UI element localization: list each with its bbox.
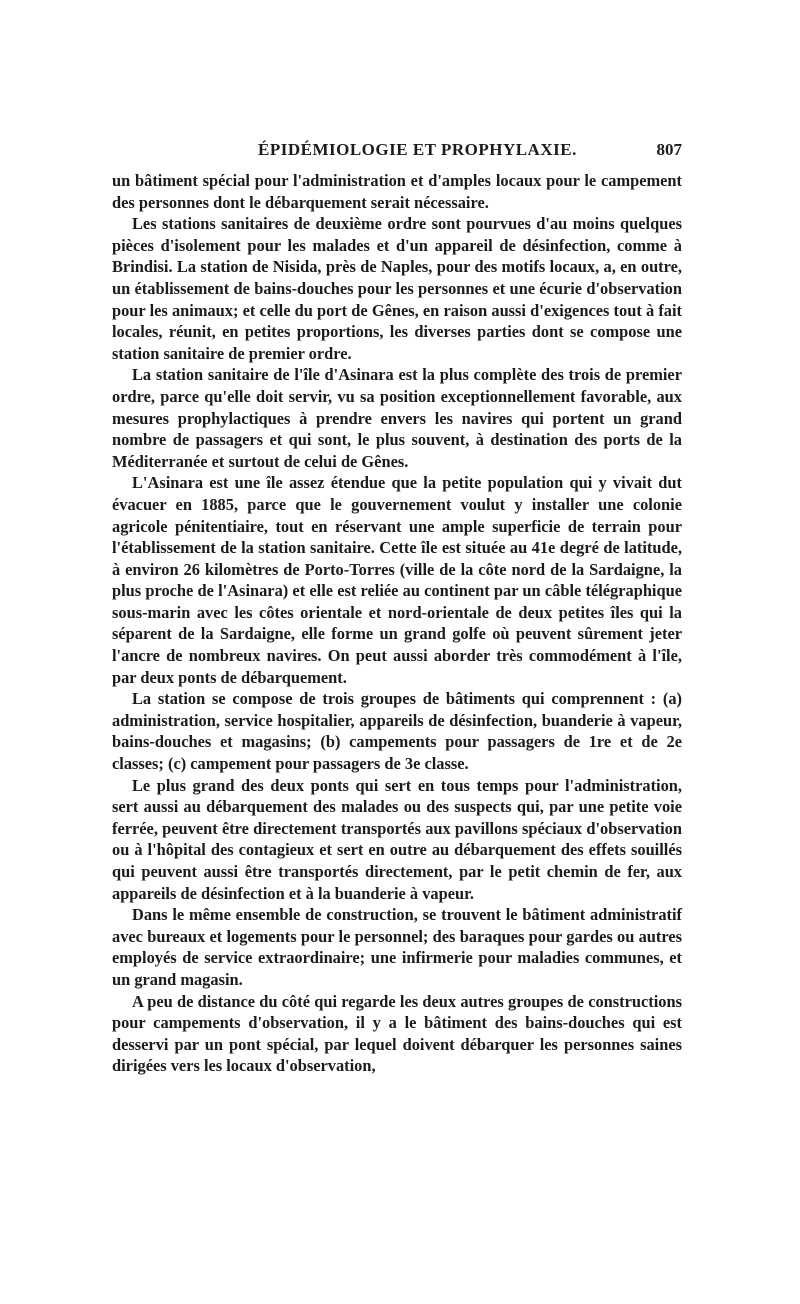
paragraph: L'Asinara est une île assez étendue que la petite population qui y vivait dut évacuer en 1885, parce que le gouvernement voulut y installer une colonie agricole pénitentiaire, tout en réservant une ample superficie de terrain pour l'établissement de la station sanitaire. Cette île est située au 41e degré de latitude, à environ 26 kilomètres de Porto-Torres (ville de la côte nord de la Sardaigne, la plus proche de l'Asinara) et elle est reliée au continent par un câble télégraphique sous-marin avec les côtes orientale et nord-orientale de deux petites îles qui la séparent de la Sardaigne, elle forme un grand golfe où peuvent sûrement jeter l'ancre de nombreux navires. On peut aussi aborder très commodément à l'île, par deux ponts de débarquement.	[112, 473, 682, 687]
paragraph: Dans le même ensemble de construction, se trouvent le bâtiment administratif avec bureaux et logements pour le personnel; des baraques pour gardes ou autres employés de service extraordinaire; une infirmerie pour maladies communes, et un grand magasin.	[112, 905, 682, 989]
paragraph: La station se compose de trois groupes de bâtiments qui comprennent : (a) administration, service hospitalier, appareils de désinfection, buanderie à vapeur, bains-douches et magasins; (b) campements pour passagers de 1re et de 2e classes; (c) campement pour passagers de 3e classe.	[112, 689, 682, 774]
paragraph: Le plus grand des deux ponts qui sert en tous temps pour l'administration, sert aussi au débarquement des malades ou des suspects qui, par une petite voie ferrée, peuvent être directement transportés aux pavillons spéciaux d'observation ou à l'hôpital des contagieux et sert en outre au débarquement des effets souillés qui peuvent aussi être transportés directement, par le petit chemin de fer, aux appareils de désinfection et à la buanderie à vapeur.	[112, 775, 682, 903]
running-title: ÉPIDÉMIOLOGIE ET PROPHYLAXIE.	[258, 140, 577, 159]
paragraph-continued: un bâtiment spécial pour l'administration et d'amples locaux pour le campement des personnes dont le débarquement serait nécessaire.	[112, 171, 682, 212]
paragraph: La station sanitaire de l'île d'Asinara est la plus complète des trois de premier ordre, parce qu'elle doit servir, vu sa position exceptionnellement favorable, aux mesures prophylactiques à prendre envers les navires qui portent un grand nombre de passagers et qui sont, le plus souvent, à destination des ports de la Méditerranée et surtout de celui de Gênes.	[112, 365, 682, 471]
page-number: 807	[656, 140, 682, 159]
paragraph: A peu de distance du côté qui regarde les deux autres groupes de constructions pour campements d'observation, il y a le bâtiment des bains-douches qui est desservi par un pont spécial, par lequel doivent débarquer les personnes saines dirigées vers les locaux d'observation,	[112, 991, 682, 1076]
paragraph: Les stations sanitaires de deuxième ordre sont pourvues d'au moins quelques pièces d'isolement pour les malades et d'un appareil de désinfection, comme à Brindisi. La station de Nisida, près de Naples, pour des motifs locaux, a, en outre, un établissement de bains-douches pour les personnes et une écurie d'observation pour les animaux; et celle du port de Gênes, en raison aussi d'exigences tout à fait locales, réunit, en petites proportions, les diverses parties dont se compose une station sanitaire de premier ordre.	[112, 214, 682, 363]
running-header	[112, 140, 682, 166]
page-body	[112, 170, 682, 1077]
